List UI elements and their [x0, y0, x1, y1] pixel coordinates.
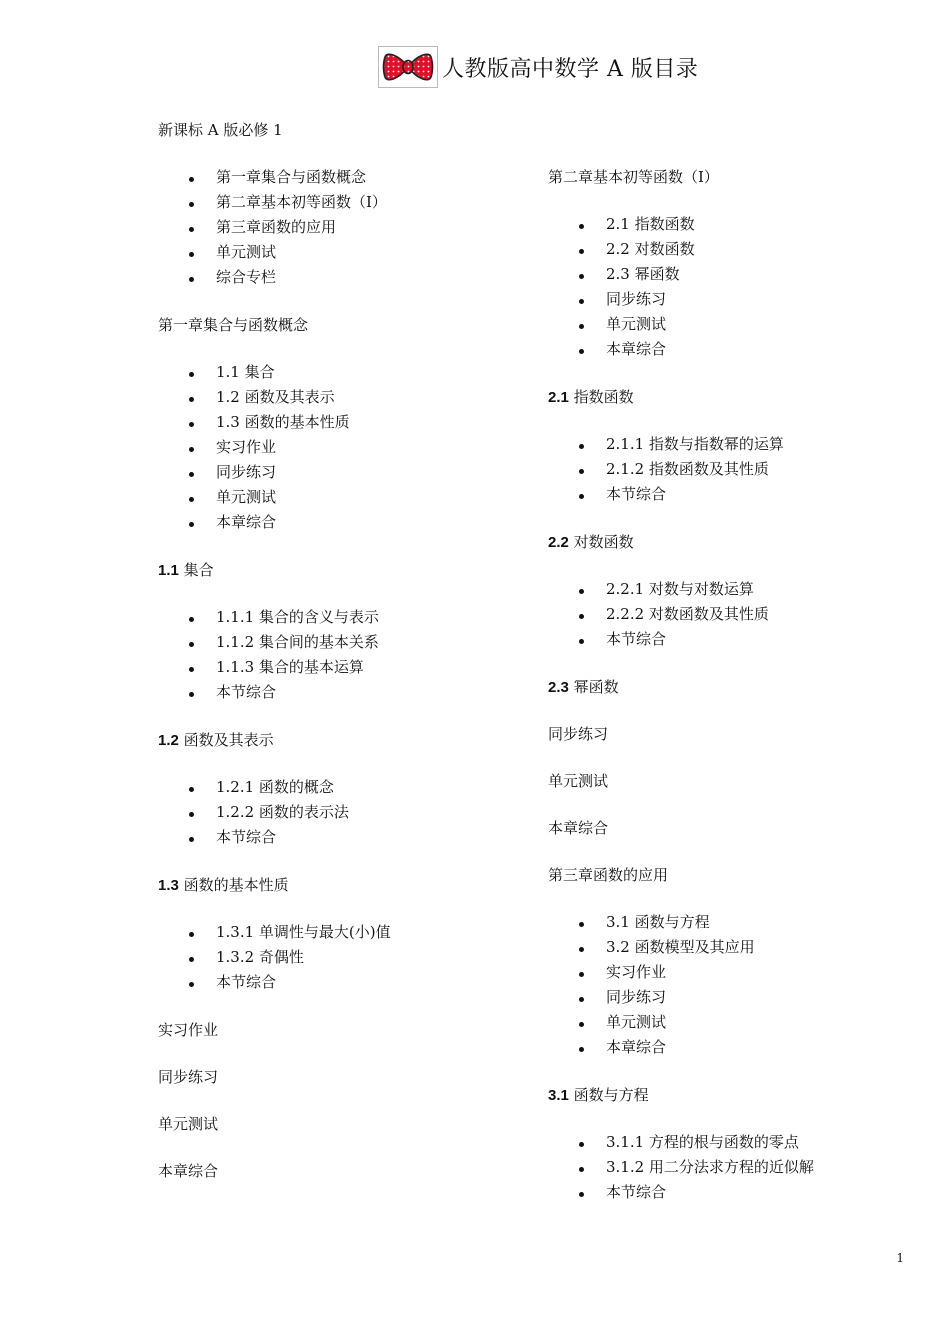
section-heading	[548, 165, 858, 189]
section-item-list	[158, 775, 518, 850]
list-item: 单元测试	[158, 485, 518, 510]
list-item: 本节综合	[158, 970, 518, 995]
list-item: 2.1 指数函数	[548, 212, 858, 237]
page-number: 1	[896, 1251, 904, 1265]
section-title: 幂函数	[573, 678, 619, 696]
section-title: 对数函数	[573, 533, 634, 551]
list-item: 单元测试	[548, 1010, 858, 1035]
section-heading	[158, 1065, 518, 1089]
section-title: 第二章基本初等函数（Ⅰ）	[548, 168, 719, 186]
list-item: 1.1.1 集合的含义与表示	[158, 605, 518, 630]
list-item: 3.1 函数与方程	[548, 910, 858, 935]
list-item: 2.2.2 对数函数及其性质	[548, 602, 858, 627]
section-title: 单元测试	[158, 1115, 219, 1133]
section-number: 2.3	[548, 679, 569, 696]
section-title: 集合	[183, 561, 214, 579]
section-heading	[158, 728, 518, 752]
section-item-list	[548, 910, 858, 1060]
right-column	[548, 165, 858, 1228]
section-heading	[158, 1159, 518, 1183]
section-heading	[548, 1083, 858, 1107]
section-number: 2.1	[548, 389, 569, 406]
list-item: 2.1.1 指数与指数幂的运算	[548, 432, 858, 457]
section-heading	[158, 1112, 518, 1136]
list-item: 1.3.2 奇偶性	[158, 945, 518, 970]
section-title: 本章综合	[548, 819, 609, 837]
document-title: 人教版高中数学 A 版目录	[442, 56, 699, 82]
list-item: 同步练习	[158, 460, 518, 485]
section-heading	[548, 530, 858, 554]
list-item: 单元测试	[158, 240, 518, 265]
section-item-list	[548, 577, 858, 652]
list-item: 1.1.3 集合的基本运算	[158, 655, 518, 680]
list-item: 第一章集合与函数概念	[158, 165, 518, 190]
section-heading	[548, 863, 858, 887]
list-item: 单元测试	[548, 312, 858, 337]
section-number: 3.1	[548, 1087, 569, 1104]
section-title: 本章综合	[158, 1162, 219, 1180]
section-heading	[548, 675, 858, 699]
list-item: 2.1.2 指数函数及其性质	[548, 457, 858, 482]
list-item: 本节综合	[548, 482, 858, 507]
section-title: 单元测试	[548, 772, 609, 790]
section-item-list	[548, 432, 858, 507]
list-item: 1.1.2 集合间的基本关系	[158, 630, 518, 655]
list-item: 2.2.1 对数与对数运算	[548, 577, 858, 602]
list-item: 本章综合	[548, 1035, 858, 1060]
section-item-list	[548, 212, 858, 362]
section-title: 同步练习	[158, 1068, 219, 1086]
section-item-list	[158, 920, 518, 995]
list-item: 1.2.1 函数的概念	[158, 775, 518, 800]
list-item: 2.3 幂函数	[548, 262, 858, 287]
list-item: 本节综合	[158, 680, 518, 705]
section-item-list	[158, 605, 518, 705]
list-item: 1.2 函数及其表示	[158, 385, 518, 410]
red-polka-dot-bow-icon	[378, 46, 438, 88]
section-title: 第三章函数的应用	[548, 866, 669, 884]
section-item-list	[158, 165, 518, 290]
section-heading	[548, 816, 858, 840]
list-item: 第三章函数的应用	[158, 215, 518, 240]
list-item: 3.1.1 方程的根与函数的零点	[548, 1130, 858, 1155]
section-heading	[158, 873, 518, 897]
list-item: 实习作业	[158, 435, 518, 460]
section-title: 函数的基本性质	[183, 876, 289, 894]
section-title: 同步练习	[548, 725, 609, 743]
list-item: 3.2 函数模型及其应用	[548, 935, 858, 960]
section-title: 新课标 A 版必修 1	[158, 121, 283, 139]
section-item-list	[548, 1130, 858, 1205]
section-number: 2.2	[548, 534, 569, 551]
section-heading	[548, 385, 858, 409]
section-heading	[158, 313, 518, 337]
section-heading	[158, 1018, 518, 1042]
section-title: 第一章集合与函数概念	[158, 316, 309, 334]
section-title: 指数函数	[573, 388, 634, 406]
list-item: 本节综合	[548, 1180, 858, 1205]
list-item: 第二章基本初等函数（Ⅰ）	[158, 190, 518, 215]
section-number: 1.2	[158, 732, 179, 749]
list-item: 实习作业	[548, 960, 858, 985]
section-heading	[158, 118, 518, 142]
section-heading	[548, 769, 858, 793]
section-item-list	[158, 360, 518, 535]
list-item: 1.2.2 函数的表示法	[158, 800, 518, 825]
section-title: 实习作业	[158, 1021, 219, 1039]
list-item: 1.3 函数的基本性质	[158, 410, 518, 435]
page-title	[378, 46, 698, 88]
list-item: 1.1 集合	[158, 360, 518, 385]
section-number: 1.1	[158, 562, 179, 579]
section-number: 1.3	[158, 877, 179, 894]
section-heading	[548, 722, 858, 746]
list-item: 本节综合	[548, 627, 858, 652]
left-column	[158, 118, 518, 1206]
list-item: 综合专栏	[158, 265, 518, 290]
list-item: 3.1.2 用二分法求方程的近似解	[548, 1155, 858, 1180]
list-item: 本节综合	[158, 825, 518, 850]
list-item: 同步练习	[548, 287, 858, 312]
section-title: 函数与方程	[573, 1086, 649, 1104]
section-title: 函数及其表示	[183, 731, 274, 749]
section-heading	[158, 558, 518, 582]
list-item: 本章综合	[158, 510, 518, 535]
list-item: 同步练习	[548, 985, 858, 1010]
list-item: 本章综合	[548, 337, 858, 362]
list-item: 1.3.1 单调性与最大(小)值	[158, 920, 518, 945]
list-item: 2.2 对数函数	[548, 237, 858, 262]
